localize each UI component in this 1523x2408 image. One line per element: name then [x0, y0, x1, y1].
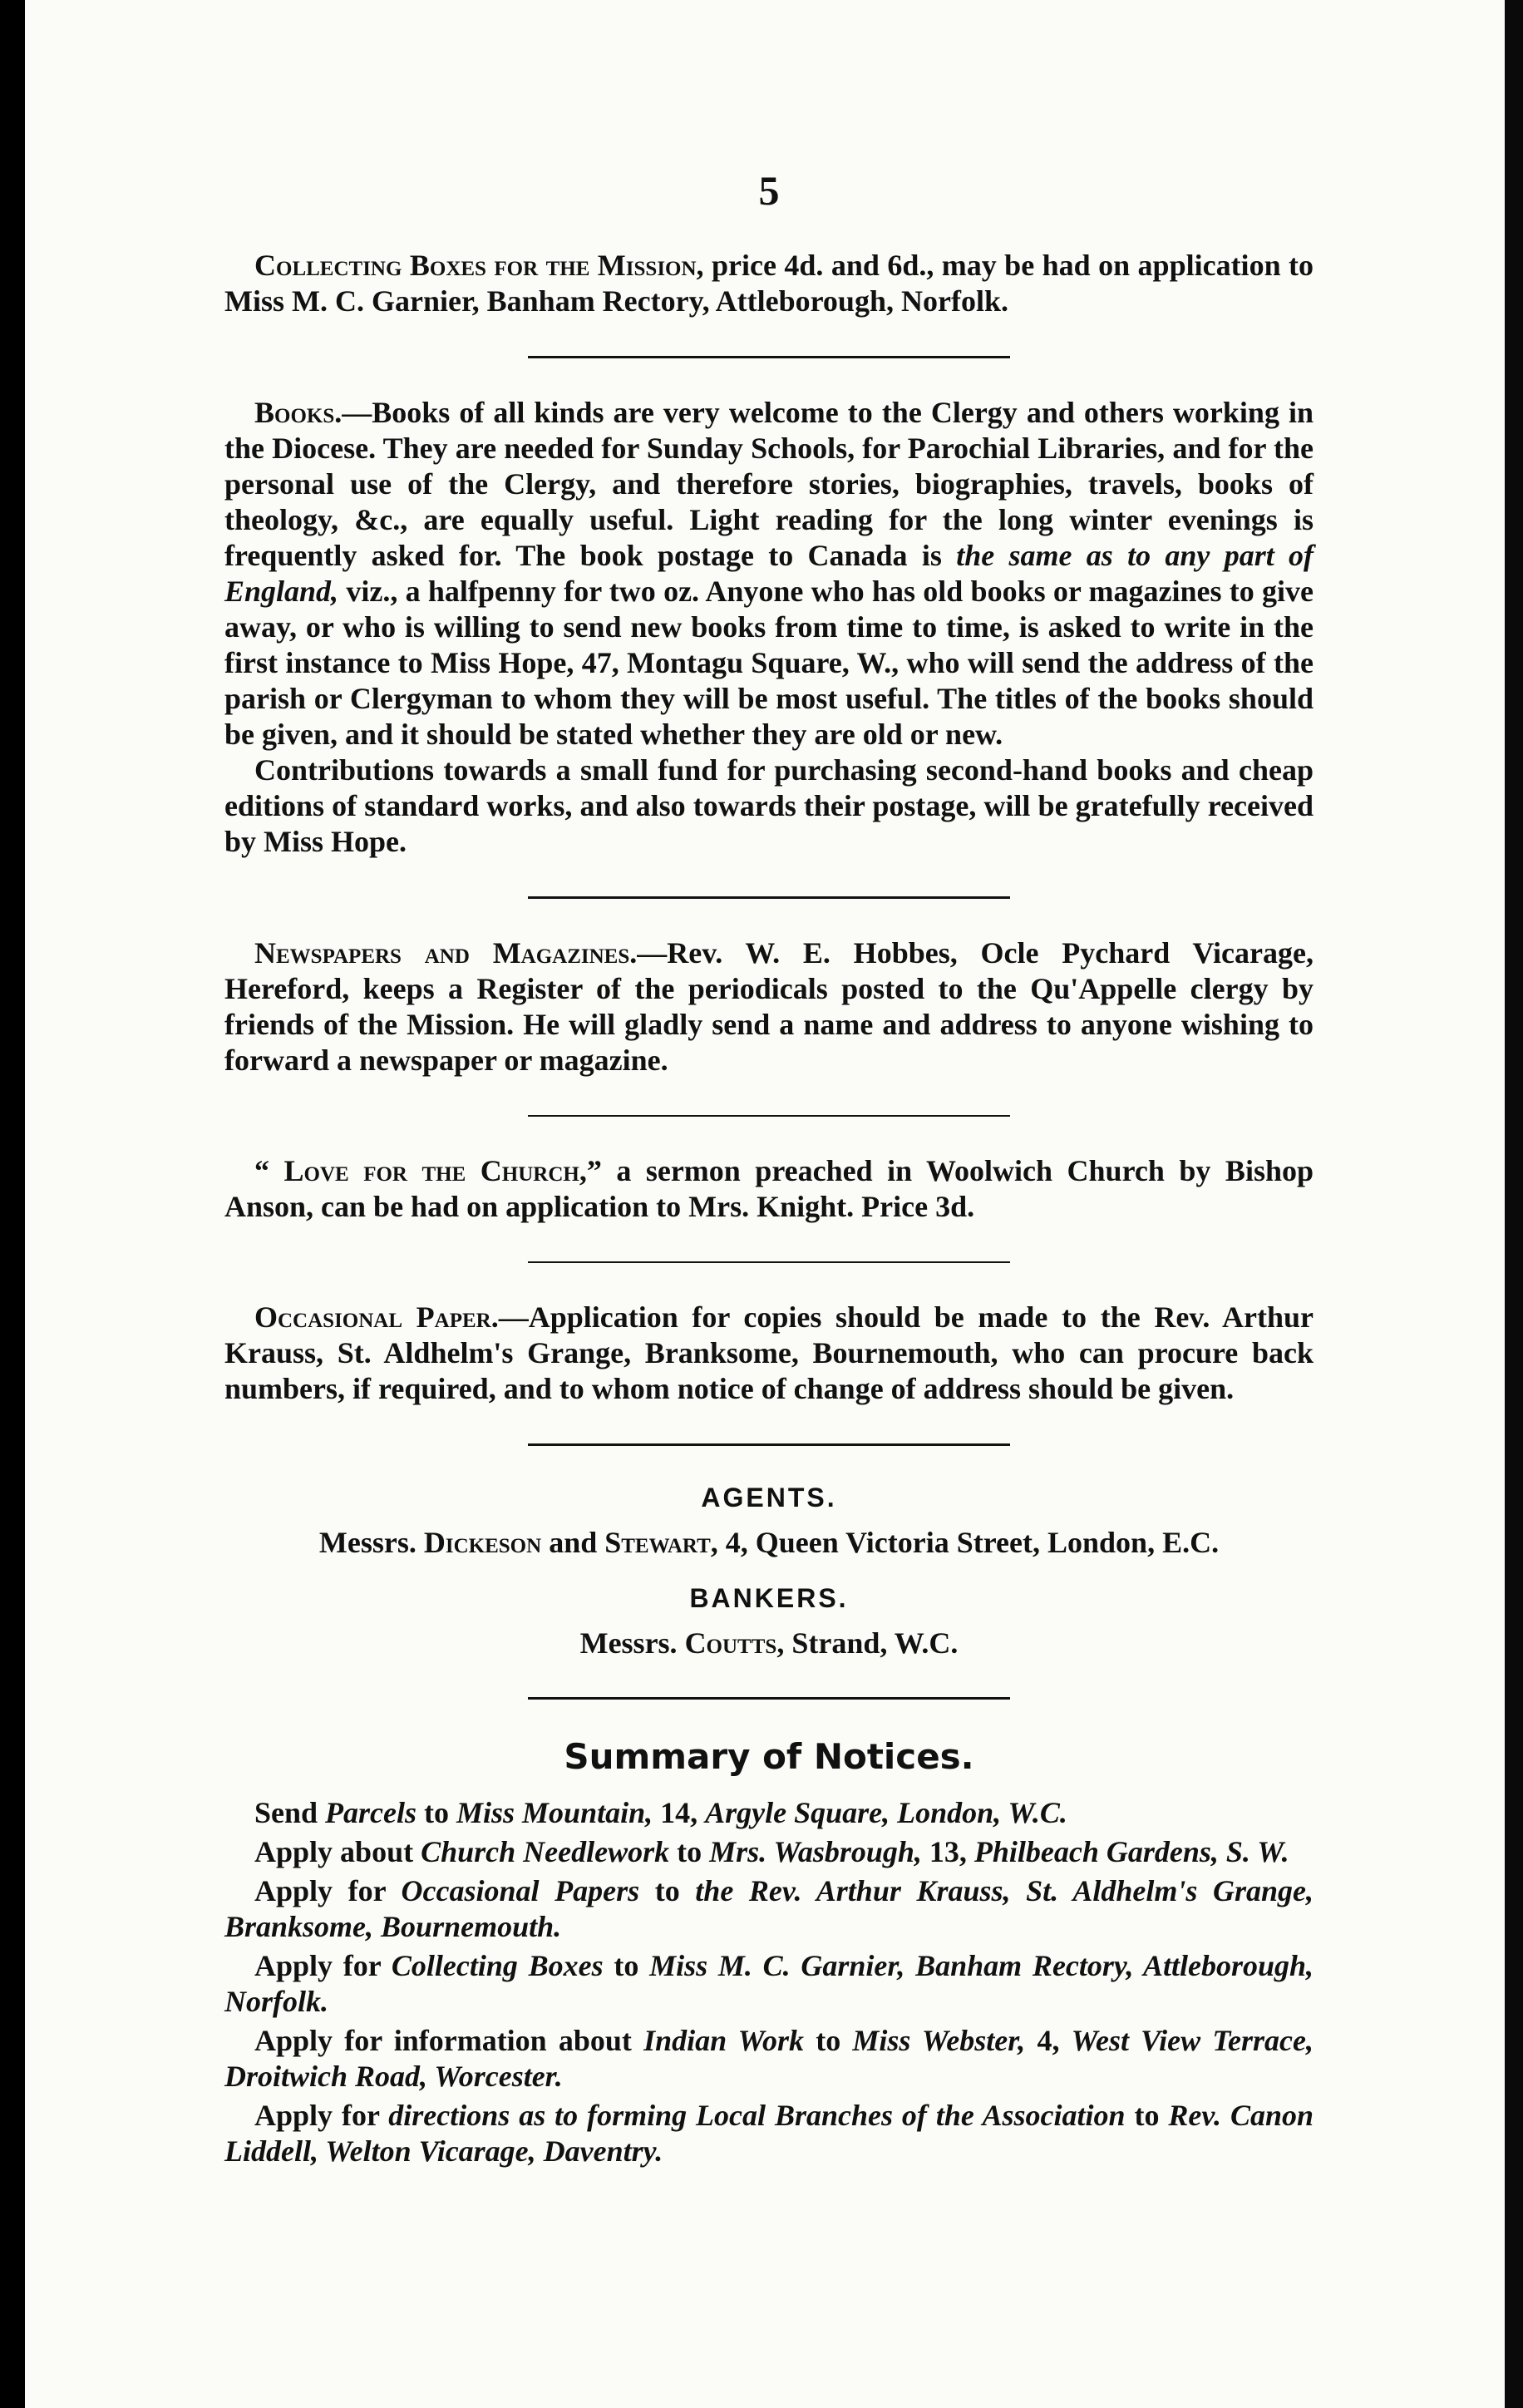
books-paragraph-2: Contributions towards a small fund for purchasing second-hand books and cheap editions of standard works, and also towards their postage, will be gratefully received by Miss Hope.: [224, 753, 1314, 858]
notice-text: Apply about: [254, 1835, 421, 1868]
books-text-a: —Books of all kinds are very welcome to the Clergy and others working in the Diocese. They are needed for Sunday Schools, for Parochial Libraries, and for the personal use of the Clergy, and therefore stories, biographies, travels, books of theology, &c., are equally useful. Light reading for the long winter evenings is frequently asked for. The book postage to Canada is: [224, 396, 1314, 572]
notice-text: to: [669, 1835, 710, 1868]
collecting-boxes-text: price 4d. and 6d., may be had on application to Miss M. C. Garnier, Banham Rectory, Attleborough, Norfolk.: [224, 249, 1314, 318]
occasional-paper-notice: [224, 1300, 1314, 1407]
bankers-messrs: Messrs.: [579, 1626, 685, 1660]
notice-contact: Miss Mountain,: [456, 1796, 661, 1829]
divider: [528, 896, 1010, 899]
scan-edge: [1505, 0, 1523, 2408]
notice-text: Apply for: [254, 2099, 389, 2132]
divider: [528, 356, 1010, 358]
agent-name-1: Dickeson: [423, 1526, 542, 1559]
notice-text: to: [603, 1949, 650, 1982]
summary-notice-collecting-boxes: [224, 1948, 1314, 2020]
notice-subject: Occasional Papers: [401, 1874, 640, 1907]
bankers-heading: BANKERS.: [689, 1583, 849, 1613]
notice-number: 13,: [929, 1835, 974, 1868]
agents-address: , 4, Queen Victoria Street, London, E.C.: [710, 1526, 1220, 1559]
notice-address: Philbeach Gardens, S. W.: [973, 1835, 1289, 1868]
notice-contact: Miss Webster,: [852, 2024, 1038, 2057]
agent-name-2: Stewart: [604, 1526, 711, 1559]
occasional-paper-text: —Application for copies should be made to the Rev. Arthur Krauss, St. Aldhelm's Grange, Branksome, Bournemouth, who can procure back numbers, if required, and to whom notice of change of address should be given.: [224, 1300, 1314, 1405]
sermon-label: “ Love for the Church,”: [254, 1154, 602, 1187]
newspapers-text: —Rev. W. E. Hobbes, Ocle Pychard Vicarage, Hereford, keeps a Register of the periodicals posted to the Qu'Appelle clergy by friends of the Mission. He will gladly send a name and address to anyone wishing to forward a newspaper or magazine.: [224, 936, 1314, 1077]
notice-text: Apply for: [254, 1874, 402, 1907]
books-label: Books.: [254, 396, 343, 429]
banker-name: Coutts: [684, 1626, 777, 1660]
notice-subject: Parcels: [325, 1796, 417, 1829]
summary-notice-local-branches: [224, 2098, 1314, 2169]
summary-notice-occasional-papers: [224, 1873, 1314, 1945]
agents-heading: AGENTS.: [701, 1483, 837, 1512]
page-content: [224, 166, 1314, 2173]
notice-address: West View Terrace, Droitwich Road, Worcester.: [224, 2024, 1314, 2093]
collecting-boxes-notice: [224, 248, 1314, 319]
bankers-line: [224, 1626, 1314, 1660]
notice-text: Send: [254, 1796, 326, 1829]
sermon-notice: [224, 1153, 1314, 1225]
divider: [528, 1115, 1010, 1117]
notice-contact: Mrs. Wasbrough,: [709, 1835, 929, 1868]
notice-subject: Church Needlework: [421, 1835, 670, 1868]
books-italic-text: the same as to any part of England,: [224, 539, 1314, 608]
agents-line: [224, 1525, 1314, 1560]
notice-contact: Miss M. C. Garnier, Banham Rectory, Attleborough, Norfolk.: [224, 1949, 1314, 2018]
page-number: 5: [758, 167, 780, 214]
notice-number: 14,: [660, 1796, 706, 1829]
newspapers-notice: [224, 935, 1314, 1078]
agents-and: and: [541, 1526, 605, 1559]
notice-subject: Indian Work: [643, 2024, 805, 2057]
notice-text: Apply for information about: [254, 2024, 644, 2057]
notice-text: to: [1125, 2099, 1169, 2132]
page: [25, 0, 1505, 2408]
agents-messrs: Messrs.: [318, 1526, 424, 1559]
notice-text: to: [416, 1796, 457, 1829]
divider: [528, 1697, 1010, 1700]
summary-title: Summary of Notices.: [564, 1736, 974, 1777]
summary-notice-needlework: [224, 1834, 1314, 1870]
notice-subject: directions as to forming Local Branches of the Association: [388, 2099, 1126, 2132]
books-paragraph-1: [224, 395, 1314, 752]
divider: [528, 1443, 1010, 1446]
bankers-address: , Strand, W.C.: [776, 1626, 959, 1660]
newspapers-label: Newspapers and Magazines.: [254, 936, 638, 970]
occasional-paper-label: Occasional Paper.: [254, 1300, 499, 1334]
notice-number: 4,: [1037, 2024, 1072, 2057]
books-text-b: viz., a halfpenny for two oz. Anyone who has old books or magazines to give away, or who is willing to send new books from time to time, is asked to write in the first instance to Miss Hope, 47, Montagu Square, W., who will send the address of the parish or Clergyman to whom they will be most useful. The titles of the books should be given, and it should be stated whether they are old or new.: [224, 575, 1314, 751]
notice-contact: Rev. Canon Liddell, Welton Vicarage, Daventry.: [224, 2099, 1314, 2168]
summary-notice-indian-work: [224, 2023, 1314, 2095]
notice-text: to: [804, 2024, 853, 2057]
summary-notice-parcels: [224, 1795, 1314, 1831]
notice-address: Argyle Square, London, W.C.: [705, 1796, 1067, 1829]
notice-contact: the Rev. Arthur Krauss, St. Aldhelm's Grange, Branksome, Bournemouth.: [224, 1874, 1314, 1943]
notice-subject: Collecting Boxes: [391, 1949, 604, 1982]
sermon-text: a sermon preached in Woolwich Church by Bishop Anson, can be had on application to Mrs. Knight. Price 3d.: [224, 1154, 1314, 1223]
divider: [528, 1261, 1010, 1263]
notice-text: to: [639, 1874, 696, 1907]
collecting-boxes-label: Collecting Boxes for the Mission,: [254, 249, 704, 282]
notice-text: Apply for: [254, 1949, 392, 1982]
